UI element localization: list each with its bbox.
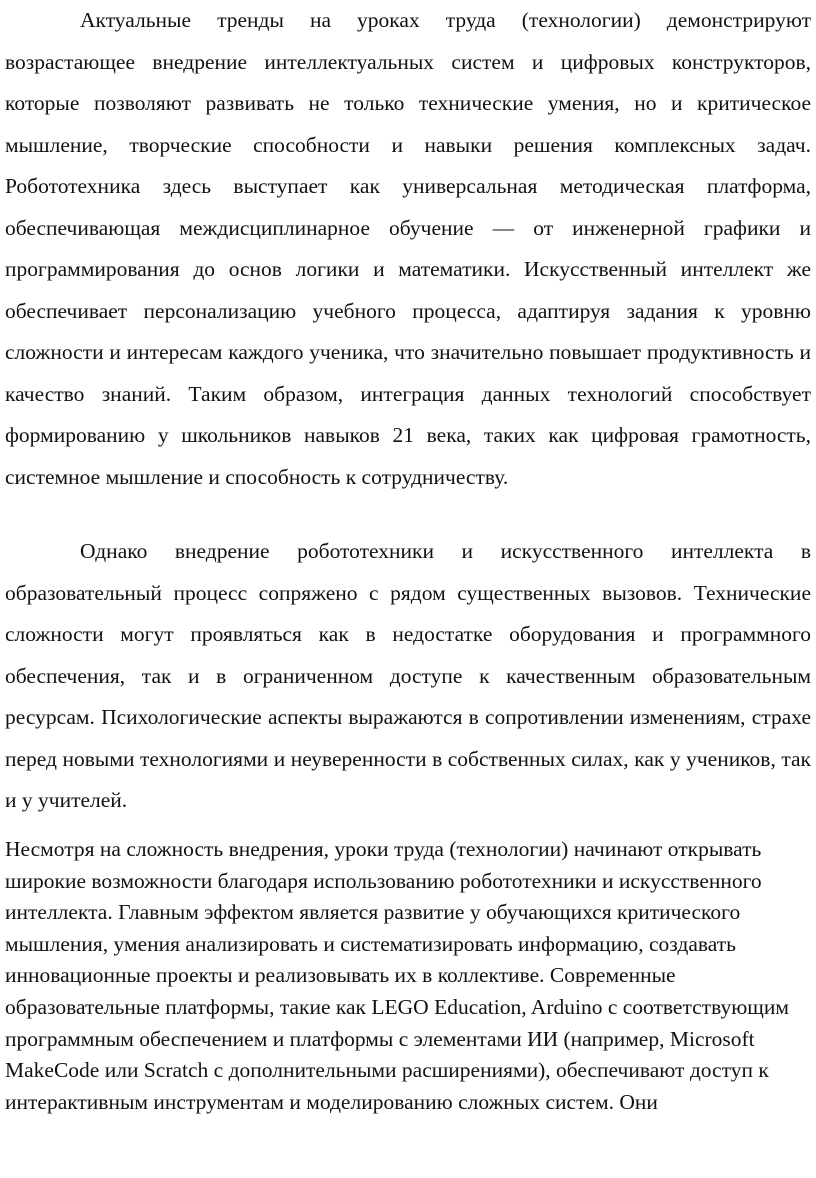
paragraph-opportunities: Несмотря на сложность внедрения, уроки труда (технологии) начинают открывать широкие возможности благодаря использованию робототехники и искусственного интеллекта. Главным эффектом является развитие у обучающихся критического мышления, умения анализировать и систематизировать информацию, создавать инновационные проекты и реализовывать их в коллективе. Современные образовательные платформы, такие как LEGO Education, Arduino с соответствующим программным обеспечением и платформы с элементами ИИ (например, Microsoft MakeCode или Scratch с дополнительными расширениями), обеспечивают доступ к интерактивным инструментам и моделированию сложных систем. Они [5, 837, 789, 1114]
paragraph-challenges: Однако внедрение робототехники и искусственного интеллекта в образовательный процесс сопряжено с рядом существенных вызовов. Технические сложности могут проявляться как в недостатке оборудования и программного обеспечения, так и в ограниченном доступе к качественным образовательным ресурсам. Психологические аспекты выражаются в сопротивлении изменениям, страхе перед новыми технологиями и неуверенности в собственных силах, как у учеников, так и у учителей. [5, 539, 811, 812]
paragraph-trends: Актуальные тренды на уроках труда (технологии) демонстрируют возрастающее внедрение интеллектуальных систем и цифровых конструкторов, которые позволяют развивать не только технические умения, но и критическое мышление, творческие способности и навыки решения комплексных задач. Робототехника здесь выступает как универсальная методическая платформа, обеспечивающая междисциплинарное обучение — от инженерной графики и программирования до основ логики и математики. Искусственный интеллект же обеспечивает персонализацию учебного процесса, адаптируя задания к уровню сложности и интересам каждого ученика, что значительно повышает продуктивность и качество знаний. Таким образом, интеграция данных технологий способствует формированию у школьников навыков 21 века, таких как цифровая грамотность, системное мышление и способность к сотрудничеству. [5, 8, 811, 489]
